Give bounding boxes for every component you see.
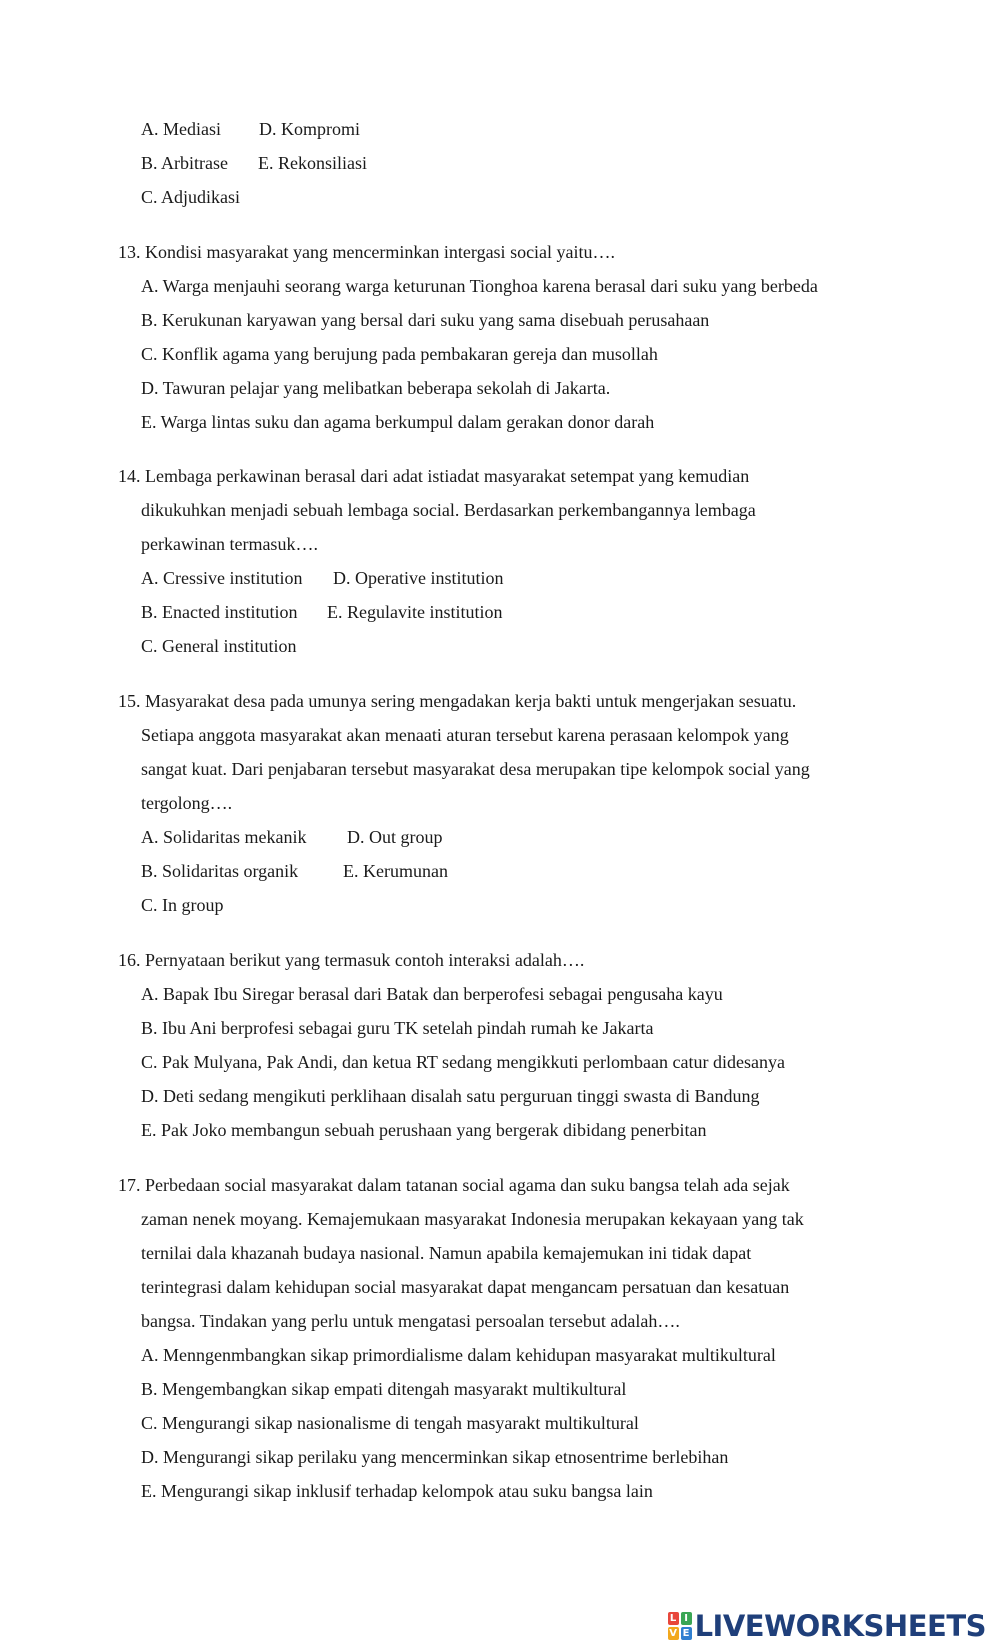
q16-option-b[interactable]: B. Ibu Ani berprofesi sebagai guru TK setelah pindah rumah ke Jakarta: [141, 1018, 654, 1038]
q12-option-a[interactable]: A. Mediasi: [141, 119, 221, 139]
q15-option-row-2: [141, 859, 448, 883]
q15-option-row-1: [141, 825, 443, 849]
q14-option-d[interactable]: D. Operative institution: [333, 568, 504, 588]
logo-mark-i: I: [681, 1612, 692, 1625]
q12-option-c[interactable]: C. Adjudikasi: [141, 187, 241, 207]
q12-option-e[interactable]: E. Rekonsiliasi: [258, 153, 367, 173]
q15-option-e[interactable]: E. Kerumunan: [343, 861, 448, 881]
q17-option-a[interactable]: A. Menngenmbangkan sikap primordialisme dalam kehidupan masyarakat multikultural: [141, 1345, 776, 1365]
q12-option-b[interactable]: B. Arbitrase: [141, 153, 228, 173]
q12-option-row-3: [141, 185, 240, 209]
q14-option-a[interactable]: A. Cressive institution: [141, 568, 303, 588]
q17-question-line-3: ternilai dala khazanah budaya nasional. Namun apabila kemajemukan ini tidak dapat: [141, 1243, 752, 1263]
q16-option-a[interactable]: A. Bapak Ibu Siregar berasal dari Batak dan berperofesi sebagai pengusaha kayu: [141, 984, 723, 1004]
q12-option-d[interactable]: D. Kompromi: [259, 119, 360, 139]
liveworksheets-logo: [668, 1610, 986, 1642]
q17-question-line-1: 17. Perbedaan social masyarakat dalam tatanan social agama dan suku bangsa telah ada sejak: [118, 1175, 790, 1195]
logo-mark-l: L: [668, 1612, 679, 1625]
q16-question-text: 16. Pernyataan berikut yang termasuk contoh interaksi adalah….: [118, 950, 585, 970]
q17-option-d[interactable]: D. Mengurangi sikap perilaku yang mencerminkan sikap etnosentrime berlebihan: [141, 1447, 729, 1467]
q12-option-row-2: [141, 151, 367, 175]
q13-option-b[interactable]: B. Kerukunan karyawan yang bersal dari suku yang sama disebuah perusahaan: [141, 310, 710, 330]
q13-option-d[interactable]: D. Tawuran pelajar yang melibatkan beberapa sekolah di Jakarta.: [141, 378, 611, 398]
q14-question-line-2: dikukuhkan menjadi sebuah lembaga social. Berdasarkan perkembangannya lembaga: [141, 500, 756, 520]
q17-question-line-2: zaman nenek moyang. Kemajemukaan masyarakat Indonesia merupakan kekayaan yang tak: [141, 1209, 804, 1229]
q16-option-c[interactable]: C. Pak Mulyana, Pak Andi, dan ketua RT sedang mengikkuti perlombaan catur didesanya: [141, 1052, 785, 1072]
q17-option-e[interactable]: E. Mengurangi sikap inklusif terhadap kelompok atau suku bangsa lain: [141, 1481, 653, 1501]
q13-option-e[interactable]: E. Warga lintas suku dan agama berkumpul dalam gerakan donor darah: [141, 412, 655, 432]
logo-mark-e: E: [681, 1627, 692, 1640]
q13-question-text: 13. Kondisi masyarakat yang mencerminkan intergasi social yaitu….: [118, 242, 616, 262]
q15-question-line-4: tergolong….: [141, 793, 233, 813]
q15-option-a[interactable]: A. Solidaritas mekanik: [141, 827, 307, 847]
live-logo-icon: [668, 1612, 692, 1640]
q14-question-line-1: 14. Lembaga perkawinan berasal dari adat istiadat masyarakat setempat yang kemudian: [118, 466, 750, 486]
q17-question-line-4: terintegrasi dalam kehidupan social masyarakat dapat mengancam persatuan dan kesatuan: [141, 1277, 790, 1297]
q17-option-c[interactable]: C. Mengurangi sikap nasionalisme di tengah masyarakt multikultural: [141, 1413, 639, 1433]
q14-option-b[interactable]: B. Enacted institution: [141, 602, 298, 622]
q14-option-e[interactable]: E. Regulavite institution: [327, 602, 503, 622]
q16-option-e[interactable]: E. Pak Joko membangun sebuah perushaan yang bergerak dibidang penerbitan: [141, 1120, 707, 1140]
q14-question-line-3: perkawinan termasuk….: [141, 534, 318, 554]
q13-option-a[interactable]: A. Warga menjauhi seorang warga keturunan Tionghoa karena berasal dari suku yang berbeda: [141, 276, 818, 296]
logo-text: LIVEWORKSHEETS: [694, 1609, 986, 1643]
q15-option-row-3: [141, 893, 224, 917]
q15-option-d[interactable]: D. Out group: [347, 827, 443, 847]
q15-question-line-3: sangat kuat. Dari penjabaran tersebut masyarakat desa merupakan tipe kelompok social yang: [141, 759, 810, 779]
q16-option-d[interactable]: D. Deti sedang mengikuti perklihaan disalah satu perguruan tinggi swasta di Bandung: [141, 1086, 760, 1106]
q14-option-row-2: [141, 600, 503, 624]
q17-option-b[interactable]: B. Mengembangkan sikap empati ditengah masyarakt multikultural: [141, 1379, 627, 1399]
q14-option-c[interactable]: C. General institution: [141, 636, 297, 656]
q15-option-b[interactable]: B. Solidaritas organik: [141, 861, 299, 881]
q12-option-row-1: [141, 117, 360, 141]
q17-question-line-5: bangsa. Tindakan yang perlu untuk mengatasi persoalan tersebut adalah….: [141, 1311, 680, 1331]
q15-question-line-1: 15. Masyarakat desa pada umunya sering mengadakan kerja bakti untuk mengerjakan sesuatu.: [118, 691, 797, 711]
q15-option-c[interactable]: C. In group: [141, 895, 224, 915]
q15-question-line-2: Setiapa anggota masyarakat akan menaati aturan tersebut karena perasaan kelompok yang: [141, 725, 789, 745]
q13-option-c[interactable]: C. Konflik agama yang berujung pada pembakaran gereja dan musollah: [141, 344, 658, 364]
logo-mark-v: V: [669, 1628, 677, 1639]
q14-option-row-3: [141, 634, 296, 658]
q14-option-row-1: [141, 566, 504, 590]
